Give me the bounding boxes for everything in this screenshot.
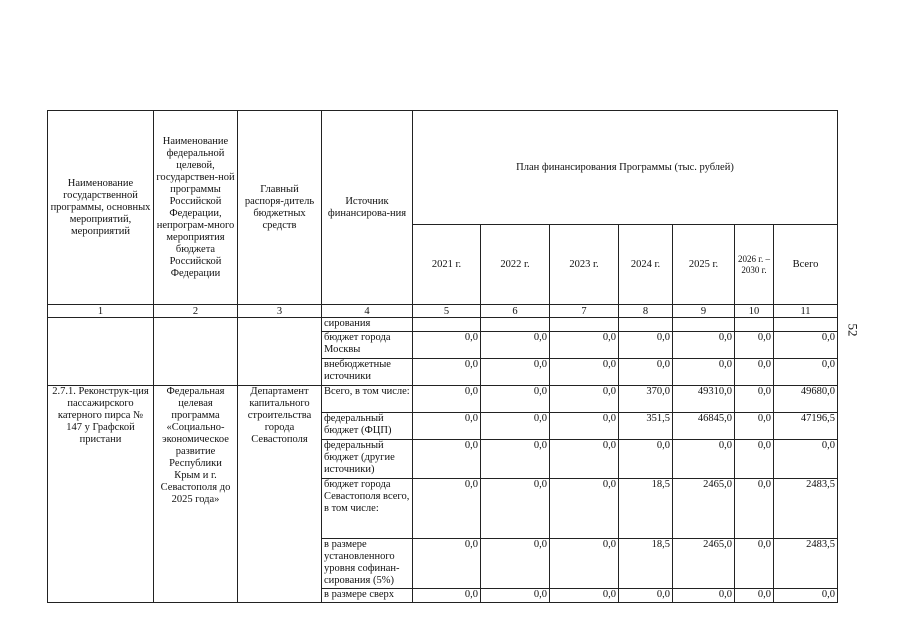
value-cell: 0,0 bbox=[550, 539, 619, 589]
value-cell: 2483,5 bbox=[774, 539, 838, 589]
column-number: 9 bbox=[673, 305, 735, 318]
funding-source: бюджет города Москвы bbox=[322, 332, 413, 359]
funding-source: в размере сверх bbox=[322, 589, 413, 603]
financing-table bbox=[47, 110, 838, 603]
value-cell: 0,0 bbox=[413, 539, 481, 589]
header-year: 2023 г. bbox=[550, 225, 619, 305]
value-cell bbox=[550, 318, 619, 332]
value-cell: 0,0 bbox=[413, 440, 481, 479]
value-cell: 0,0 bbox=[735, 413, 774, 440]
value-cell bbox=[735, 318, 774, 332]
value-cell bbox=[774, 318, 838, 332]
value-cell: 0,0 bbox=[619, 332, 673, 359]
value-cell: 0,0 bbox=[481, 359, 550, 386]
table-row bbox=[48, 386, 838, 413]
value-cell: 0,0 bbox=[735, 440, 774, 479]
funding-source: федеральный бюджет (ФЦП) bbox=[322, 413, 413, 440]
value-cell: 0,0 bbox=[735, 359, 774, 386]
value-cell: 0,0 bbox=[774, 359, 838, 386]
value-cell: 0,0 bbox=[481, 440, 550, 479]
value-cell: 0,0 bbox=[481, 479, 550, 539]
value-cell: 0,0 bbox=[735, 539, 774, 589]
funding-source: в размере установленного уровня софинан-сирования (5%) bbox=[322, 539, 413, 589]
value-cell: 0,0 bbox=[481, 386, 550, 413]
value-cell: 47196,5 bbox=[774, 413, 838, 440]
value-cell: 0,0 bbox=[550, 359, 619, 386]
value-cell: 0,0 bbox=[735, 589, 774, 603]
column-number: 1 bbox=[48, 305, 154, 318]
value-cell: 0,0 bbox=[481, 539, 550, 589]
program-name: Федеральная целевая программа «Социально-экономическое развитие Республики Крым и г. Севастополя до 2025 года» bbox=[154, 386, 238, 603]
header-financing-plan: План финансирования Программы (тыс. рублей) bbox=[413, 111, 838, 225]
value-cell: 0,0 bbox=[413, 332, 481, 359]
value-cell: 0,0 bbox=[413, 479, 481, 539]
value-cell: 370,0 bbox=[619, 386, 673, 413]
value-cell: 18,5 bbox=[619, 539, 673, 589]
budget-manager: Департамент капитального строительства города Севастополя bbox=[238, 386, 322, 603]
value-cell: 0,0 bbox=[619, 440, 673, 479]
header-funding-source: Источник финансирова-ния bbox=[322, 111, 413, 305]
value-cell bbox=[481, 318, 550, 332]
value-cell: 0,0 bbox=[550, 589, 619, 603]
column-number: 3 bbox=[238, 305, 322, 318]
value-cell: 0,0 bbox=[481, 589, 550, 603]
header-program-name: Наименование федеральной целевой, государствен-ной программы Российской Федерации, непрограм-много мероприятия бюджета Российской Федерации bbox=[154, 111, 238, 305]
value-cell: 2465,0 bbox=[673, 479, 735, 539]
program-cell bbox=[154, 318, 238, 386]
value-cell: 0,0 bbox=[735, 386, 774, 413]
page-number: 52 bbox=[845, 323, 861, 337]
value-cell: 2483,5 bbox=[774, 479, 838, 539]
value-cell: 0,0 bbox=[774, 332, 838, 359]
value-cell bbox=[619, 318, 673, 332]
column-number: 6 bbox=[481, 305, 550, 318]
value-cell: 0,0 bbox=[673, 440, 735, 479]
funding-source: федеральный бюджет (другие источники) bbox=[322, 440, 413, 479]
value-cell: 0,0 bbox=[673, 589, 735, 603]
value-cell: 0,0 bbox=[550, 332, 619, 359]
header-year: 2022 г. bbox=[481, 225, 550, 305]
value-cell bbox=[413, 318, 481, 332]
value-cell: 0,0 bbox=[550, 413, 619, 440]
header-year: 2021 г. bbox=[413, 225, 481, 305]
column-number: 11 bbox=[774, 305, 838, 318]
header-year: 2026 г. – 2030 г. bbox=[735, 225, 774, 305]
value-cell: 0,0 bbox=[619, 359, 673, 386]
funding-source: сирования bbox=[322, 318, 413, 332]
value-cell: 18,5 bbox=[619, 479, 673, 539]
value-cell: 0,0 bbox=[481, 413, 550, 440]
value-cell: 0,0 bbox=[774, 589, 838, 603]
manager-cell bbox=[238, 318, 322, 386]
funding-source: бюджет города Севастополя всего, в том числе: bbox=[322, 479, 413, 539]
value-cell: 0,0 bbox=[673, 332, 735, 359]
column-number: 2 bbox=[154, 305, 238, 318]
column-number: 5 bbox=[413, 305, 481, 318]
column-number: 8 bbox=[619, 305, 673, 318]
value-cell: 0,0 bbox=[550, 386, 619, 413]
value-cell: 0,0 bbox=[413, 386, 481, 413]
value-cell: 46845,0 bbox=[673, 413, 735, 440]
column-number: 10 bbox=[735, 305, 774, 318]
value-cell: 49680,0 bbox=[774, 386, 838, 413]
value-cell: 0,0 bbox=[774, 440, 838, 479]
value-cell: 0,0 bbox=[735, 479, 774, 539]
value-cell bbox=[673, 318, 735, 332]
value-cell: 0,0 bbox=[550, 479, 619, 539]
value-cell: 0,0 bbox=[735, 332, 774, 359]
value-cell: 49310,0 bbox=[673, 386, 735, 413]
value-cell: 0,0 bbox=[413, 589, 481, 603]
value-cell: 0,0 bbox=[481, 332, 550, 359]
header-total: Всего bbox=[774, 225, 838, 305]
measure-name: 2.7.1. Реконструк-ция пассажирского катерного пирса № 147 у Графской пристани bbox=[48, 386, 154, 603]
header-year: 2025 г. bbox=[673, 225, 735, 305]
measure-name-cell bbox=[48, 318, 154, 386]
funding-source: внебюджетные источники bbox=[322, 359, 413, 386]
value-cell: 0,0 bbox=[619, 589, 673, 603]
table-row bbox=[48, 318, 838, 332]
value-cell: 351,5 bbox=[619, 413, 673, 440]
value-cell: 0,0 bbox=[673, 359, 735, 386]
header-budget-manager: Главный распоря-дитель бюджетных средств bbox=[238, 111, 322, 305]
column-number: 7 bbox=[550, 305, 619, 318]
funding-source: Всего, в том числе: bbox=[322, 386, 413, 413]
header-measure-name: Наименование государственной программы, основных мероприятий, мероприятий bbox=[48, 111, 154, 305]
value-cell: 0,0 bbox=[550, 440, 619, 479]
value-cell: 0,0 bbox=[413, 359, 481, 386]
header-year: 2024 г. bbox=[619, 225, 673, 305]
value-cell: 0,0 bbox=[413, 413, 481, 440]
value-cell: 2465,0 bbox=[673, 539, 735, 589]
column-number: 4 bbox=[322, 305, 413, 318]
